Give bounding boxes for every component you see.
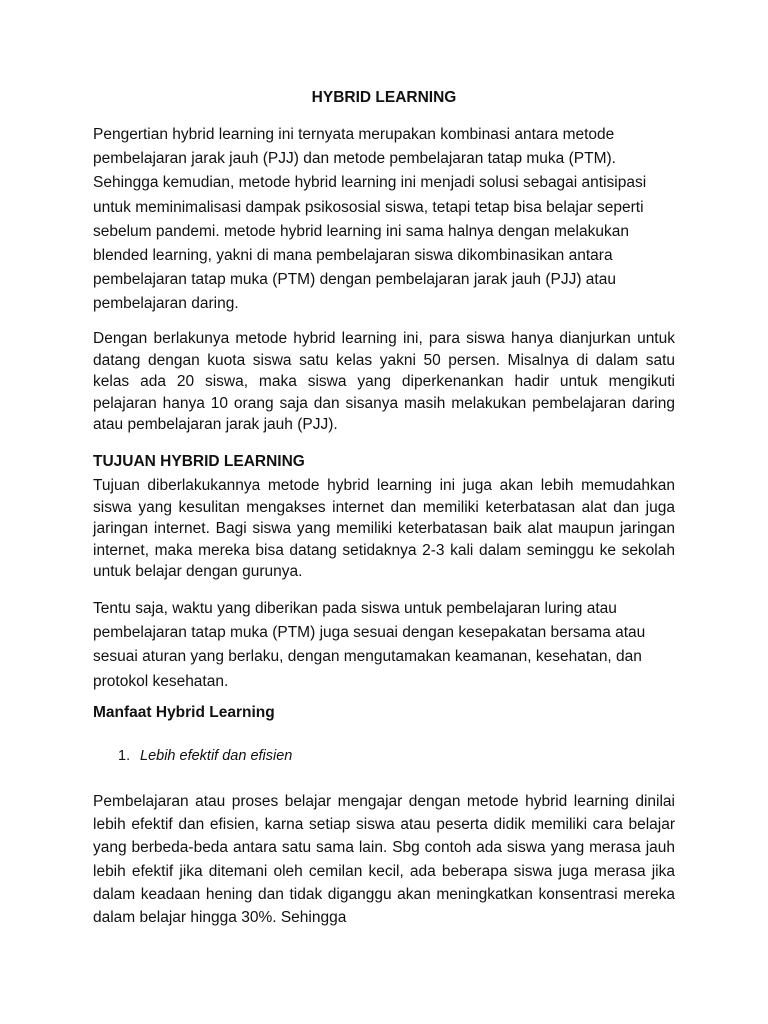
list-item [118,748,292,764]
paragraph-tujuan: Tujuan diberlakukannya metode hybrid learning ini juga akan lebih memudahkan siswa yang kesulitan mengakses internet dan memiliki keterbatasan alat dan juga jaringan internet. Bagi siswa yang memiliki keterbatasan baik alat maupun jaringan internet, maka mereka bisa datang setidaknya 2-3 kali dalam seminggu ke sekolah untuk belajar dengan gurunya. [93,477,675,581]
list-item-number: 1. [118,748,131,764]
paragraph-luring: Tentu saja, waktu yang diberikan pada siswa untuk pembelajaran luring atau pembelajaran tatap muka (PTM) juga sesuai dengan kesepakatan bersama atau sesuai aturan yang berlaku, dengan mengutamakan keamanan, kesehatan, dan protokol kesehatan. [93,600,646,690]
heading-tujuan: TUJUAN HYBRID LEARNING [93,453,305,470]
paragraph-quota: Dengan berlakunya metode hybrid learning ini, para siswa hanya dianjurkan untuk datang dengan kuota siswa satu kelas yakni 50 persen. Misalnya di dalam satu kelas ada 20 siswa, maka siswa yang diperkenankan hadir untuk mengikuti pelajaran hanya 10 orang saja dan sisanya masih melakukan pembelajaran daring atau pembelajaran jarak jauh (PJJ). [93,330,675,434]
paragraph-definition: Pengertian hybrid learning ini ternyata merupakan kombinasi antara metode pembelajaran jarak jauh (PJJ) dan metode pembelajaran tatap muka (PTM). Sehingga kemudian, metode hybrid learning ini menjadi solusi sebagai antisipasi untuk meminimalisasi dampak psikososial siswa, tetapi tetap bisa belajar seperti sebelum pandemi. metode hybrid learning ini sama halnya dengan melakukan blended learning, yakni di mana pembelajaran siswa dikombinasikan antara pembelajaran tatap muka (PTM) dengan pembelajaran jarak jauh (PJJ) atau pembelajaran daring. [93,126,647,313]
heading-manfaat: Manfaat Hybrid Learning [93,704,275,721]
document-title: HYBRID LEARNING [311,89,457,106]
list-item-text: Lebih efektif dan efisien [140,748,293,764]
paragraph-efektif: Pembelajaran atau proses belajar mengajar dengan metode hybrid learning dinilai lebih efektif dan efisien, karna setiap siswa atau peserta didik memiliki cara belajar yang berbeda-beda antara satu sama lain. Sbg contoh ada siswa yang merasa jauh lebih efektif jika ditemani oleh cemilan kecil, ada beberapa siswa juga merasa jika dalam keadaan hening dan tidak diganggu akan meningkatkan konsentrasi mereka dalam belajar hingga 30%. Sehingga [93,793,675,927]
